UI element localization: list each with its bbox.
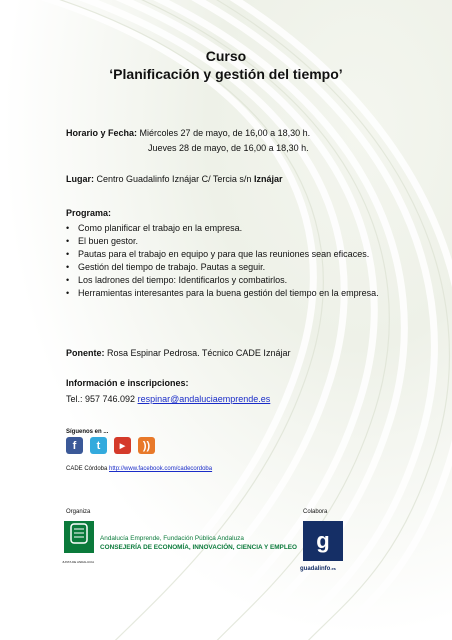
colabora-label: Colabora [303,509,328,515]
phone-text: Tel.: 957 746.092 [66,394,136,404]
place-line [66,173,282,185]
cade-label: CADE Córdoba [66,466,108,472]
guadalinfo-wordmark [300,563,336,575]
youtube-icon[interactable]: ▶ [114,437,131,454]
place-value: Centro Guadalinfo Iznájar C/ Tercia s/n [96,174,252,184]
junta-andalucia-logo [64,521,94,553]
speaker-line [66,347,290,359]
course-title: ‘Planificación y gestión del tiempo’ [109,66,343,82]
list-item: • El buen gestor. [78,236,398,248]
contact-line [66,393,270,405]
place-label: Lugar: [66,174,94,184]
organizer-line-1: Andalucía Emprende, Fundación Pública Andaluza [100,535,244,542]
email-link[interactable]: respinar@andaluciaemprende.es [137,394,271,404]
guadalinfo-logo [303,521,343,561]
junta-text: JUNTA DE ANDALUCIA [62,560,95,564]
cade-line [66,463,212,475]
speaker-label: Ponente: [66,348,105,358]
schedule-label: Horario y Fecha: [66,128,138,138]
organizer-line-2: CONSEJERÍA DE ECONOMÍA, INNOVACIÓN, CIENCIA Y EMPLEO [100,544,297,551]
program-list [66,223,398,301]
junta-shield-icon [64,521,94,553]
list-item: • Gestión del tiempo de trabajo. Pautas a seguir. [78,262,398,274]
follow-label: Síguenos en ... [66,429,109,435]
facebook-icon[interactable]: f [66,437,83,454]
program-label: Programa: [66,208,112,218]
course-label: Curso [205,48,247,64]
list-item: • Pautas para el trabajo en equipo y para que las reuniones sean eficaces. [78,249,398,261]
organiza-label: Organiza [66,509,91,515]
speaker-value: Rosa Espinar Pedrosa. Técnico CADE Iznájar [107,348,291,358]
twitter-icon[interactable]: t [90,437,107,454]
cade-facebook-link[interactable]: http://www.facebook.com/cadecordoba [109,466,213,472]
list-item: • Los ladrones del tiempo: Identificarlos y combatirlos. [78,275,398,287]
list-item: • Como planificar el trabajo en la empresa. [78,223,398,235]
schedule-date-1: Miércoles 27 de mayo, de 16,00 a 18,30 h. [139,128,311,138]
schedule-line-1 [66,127,310,139]
list-item: • Herramientas interesantes para la buena gestión del tiempo en la empresa. [78,288,398,300]
rss-icon[interactable]: )) [138,437,155,454]
place-town: Iznájar [253,174,283,184]
guadalinfo-tld: .es [330,566,336,571]
info-label: Información e inscripciones: [66,378,189,388]
guadalinfo-label: guadalinfo [300,566,331,572]
schedule-date-2: Jueves 28 de mayo, de 16,00 a 18,30 h. [148,143,309,153]
guadalinfo-g-icon: g [316,528,330,553]
